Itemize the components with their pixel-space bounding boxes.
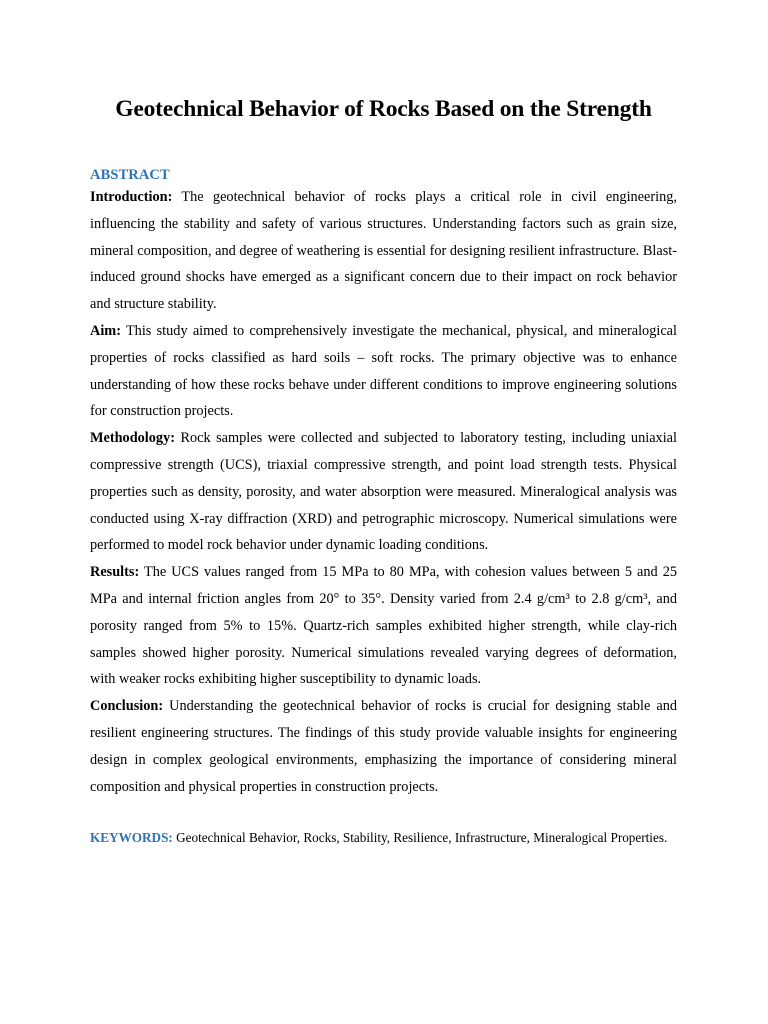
- methodology-text: Rock samples were collected and subjected to laboratory testing, including uniaxial compressive strength (UCS), triaxial compressive strength, and point load strength tests. Physical properties such as density, porosity, and water absorption were measured. Mineralogical analysis was conducted using X-ray diffraction (XRD) and petrographic microscopy. Numerical simulations were performed to model rock behavior under dynamic loading conditions.: [90, 430, 677, 554]
- results-text: The UCS values ranged from 15 MPa to 80 MPa, with cohesion values between 5 and 25 MPa and internal friction angles from 20° to 35°. Density varied from 2.4 g/cm³ to 2.8 g/cm³, and porosity ranged from 5% to 15%. Quartz-rich samples exhibited higher strength, while clay-rich samples showed higher porosity. Numerical simulations revealed varying degrees of deformation, with weaker rocks exhibiting higher susceptibility to dynamic loads.: [90, 564, 677, 688]
- methodology-label: Methodology:: [90, 430, 175, 447]
- keywords-text: Geotechnical Behavior, Rocks, Stability, Resilience, Infrastructure, Mineralogical Properties.: [176, 830, 668, 846]
- aim-paragraph: [90, 318, 677, 425]
- aim-label: Aim:: [90, 322, 121, 339]
- abstract-heading: ABSTRACT: [90, 167, 170, 183]
- introduction-paragraph: [90, 184, 677, 318]
- methodology-paragraph: [90, 425, 677, 559]
- results-label: Results:: [90, 564, 140, 581]
- introduction-label: Introduction:: [90, 189, 173, 205]
- conclusion-label: Conclusion:: [90, 698, 164, 715]
- conclusion-text: Understanding the geotechnical behavior of rocks is crucial for designing stable and resilient engineering structures. The findings of this study provide valuable insights for engineering design in complex geological environments, emphasizing the importance of considering mineral composition and physical properties in construction projects.: [90, 698, 677, 795]
- paper-title: Geotechnical Behavior of Rocks Based on the Strength: [115, 96, 652, 122]
- conclusion-paragraph: [90, 693, 677, 800]
- introduction-text: The geotechnical behavior of rocks plays a critical role in civil engineering, influencing the stability and safety of various structures. Understanding factors such as grain size, mineral composition, and degree of weathering is essential for designing resilient infrastructure. Blast-induced ground shocks have emerged as a significant concern due to their impact on rock behavior and structure stability.: [90, 189, 677, 313]
- results-paragraph: [90, 559, 677, 693]
- aim-text: This study aimed to comprehensively investigate the mechanical, physical, and mineralogical properties of rocks classified as hard soils – soft rocks. The primary objective was to enhance understanding of how these rocks behave under different conditions to improve engineering solutions for construction projects.: [90, 322, 677, 420]
- keywords-paragraph: [90, 825, 677, 851]
- keywords-label: KEYWORDS:: [90, 830, 173, 846]
